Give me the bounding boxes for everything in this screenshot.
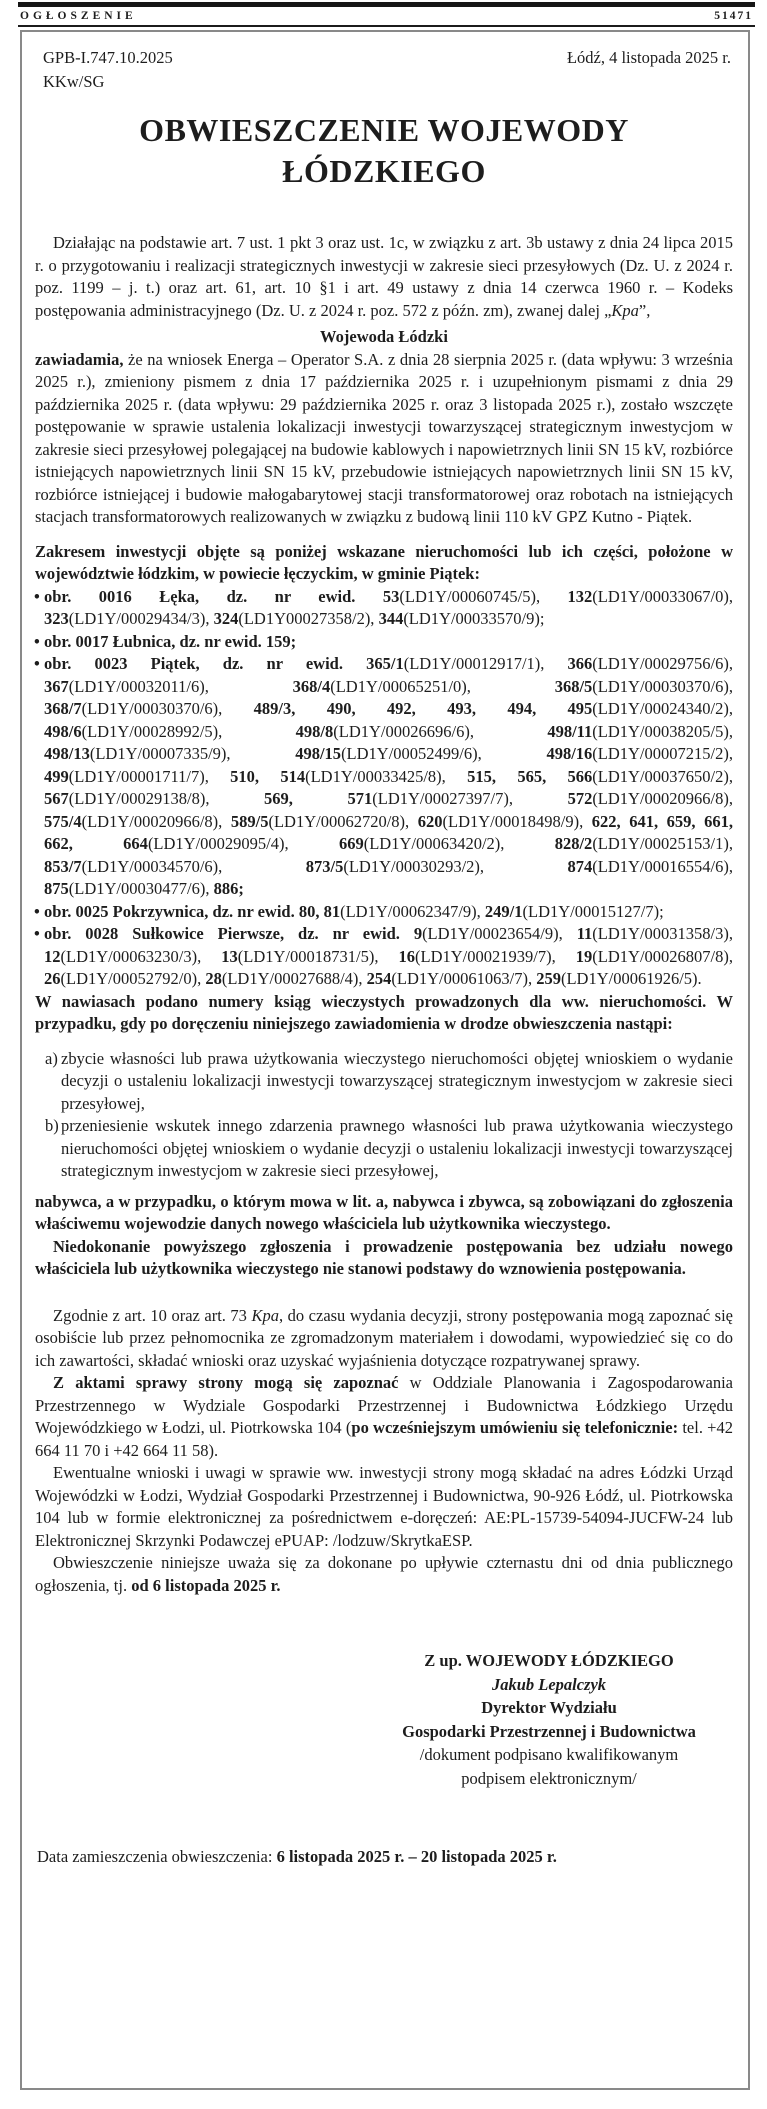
notification-paragraph: zawiadamia, że na wniosek Energa – Operator S.A. z dnia 28 sierpnia 2025 r. (data wpływu: 3 września 2025 r.), zmieniony pismem z dnia 17 października 2025 r. i uzupełnionym pismami z dnia 29 października 2025 r. (data wpływu: 29 października 2025 r. oraz 3 listopada 2025 r.), zostało wszczęte postępowanie w sprawie ustalenia lokalizacji inwestycji towarzyszącej strategicznym inwestycjom w zakresie sieci przesyłowej polegającej na budowie kablowych i napowietrznych linii SN 15 kV, rozbiórce istniejących napowietrznych linii SN 15 kV, przebudowie istniejących napowietrznych linii SN 15 kV, rozbiórce istniejącej i budowie małogabarytowej stacji transformatorowej oraz robotach na istniejących stacjach transformatorowych realizowanych w związku z budową linii 110 kV GPZ Kutno - Piątek. [35, 349, 733, 526]
signatory-name: Jakub Lepalczyk [491, 1674, 607, 1694]
non-notification-paragraph: Niedokonanie powyższego zgłoszenia i prowadzenie postępowania bez udziału nowego właściciela lub użytkownika wieczystego nie stanowi podstawy do wznowienia postępowania. [35, 1236, 733, 1278]
case-marker-a: a) [45, 1048, 58, 1068]
document-title-line1: OBWIESZCZENIE WOJEWODY [139, 112, 629, 148]
legal-basis-paragraph: Działając na podstawie art. 7 ust. 1 pkt 3 oraz ust. 1c, w związku z art. 3b ustawy z dnia 24 lipca 2015 r. o przygotowaniu i realizacji strategicznych inwestycji w zakresie sieci przesyłowych (Dz. U. z 2024 r. poz. 1199 – j. t.) oraz art. 61, art. 10 §1 i art. 49 ustawy z dnia 14 czerwca 1960 r. – Kodeks postępowania administracyjnego (Dz. U. z 2024 r. poz. 572 z późn. zm), zwanej dalej „Kpa”, [35, 233, 733, 320]
gazette-section-label: OGŁOSZENIE [20, 10, 137, 22]
signature-block [369, 1649, 729, 1790]
document-title-line2: ŁÓDZKIEGO [282, 153, 486, 189]
gazette-masthead [18, 2, 755, 27]
masthead-row [18, 7, 755, 27]
electronic-signature-note-line1: /dokument podpisano kwalifikowanym [419, 1745, 679, 1764]
bullet-marker: • [34, 631, 40, 651]
parcel-item-sulkowice [35, 923, 733, 991]
parcel-item-text: obr. 0028 Sułkowice Pierwsze, dz. nr ewid. 9(LD1Y/00023654/9), 11(LD1Y/00031358/3), 12(LD1Y/00063230/3), 13(LD1Y/00018731/5), 16(LD1Y/00021939/7), 19(LD1Y/00026807/8), 26(LD1Y/00052792/0), 28(LD1Y/00027688/4), 254(LD1Y/00061063/7), 259(LD1Y/00061926/5). [44, 924, 733, 988]
parcel-item-text: obr. 0016 Łęka, dz. nr ewid. 53(LD1Y/00060745/5), 132(LD1Y/00033067/0), 323(LD1Y/00029434/3), 324(LD1Y00027358/2), 344(LD1Y/00033570/9); [44, 586, 733, 628]
transfer-cases-list [35, 1048, 733, 1183]
signatory-department: Gospodarki Przestrzennej i Budownictwa [402, 1721, 696, 1741]
investment-scope-heading: Zakresem inwestycji objęte są poniżej wskazane nieruchomości lub ich części, położone w województwie łódzkim, w powiecie łęczyckim, w gminie Piątek: [35, 541, 733, 583]
parcel-item-pokrzywnica [35, 901, 733, 924]
parcel-item-text: obr. 0025 Pokrzywnica, dz. nr ewid. 80, 81(LD1Y/00062347/9), 249/1(LD1Y/00015127/7); [44, 901, 664, 921]
case-files-paragraph: Z aktami sprawy strony mogą się zapoznać w Oddziale Planowania i Zagospodarowania Przestrzennego w Wydziale Gospodarki Przestrzennej i Budownictwa Łódzkiego Urzędu Wojewódzkiego w Łodzi, ul. Piotrkowska 104 (po wcześniejszym umówieniu się telefonicznie: tel. +42 664 11 70 i +42 664 11 58). [35, 1373, 733, 1460]
buyer-obligation-paragraph: nabywca, a w przypadku, o którym mowa w lit. a, nabywca i zbywca, są zobowiązani do zgłoszenia właściwemu wojewodzie danych nowego właściciela lub użytkownika wieczystego. [35, 1191, 733, 1233]
gazette-page [0, 2, 767, 2109]
reference-block [43, 46, 173, 94]
reference-row [35, 46, 733, 94]
bullet-marker: • [34, 586, 40, 606]
case-number: GPB-I.747.10.2025 [43, 48, 173, 67]
parcel-list [35, 586, 733, 991]
gazette-page-number: 51471 [714, 10, 753, 22]
effective-date-paragraph: Obwieszczenie niniejsze uważa się za dokonane po upływie czternastu dni od dnia publicznego ogłoszenia, tj. od 6 listopada 2025 r. [35, 1553, 733, 1595]
case-text-b: przeniesienie wskutek innego zdarzenia prawnego własności lub prawa użytkowania wieczystego nieruchomości objętej wnioskiem o wydanie decyzji o ustaleniu lokalizacji inwestycji towarzyszącej strategicznym inwestycjom w zakresie sieci przesyłowej, [61, 1116, 733, 1180]
parcel-item-leka [35, 586, 733, 631]
issuing-authority: Wojewoda Łódzki [320, 327, 448, 346]
land-register-note: W nawiasach podano numery ksiąg wieczystych prowadzonych dla ww. nieruchomości. W przypadku, gdy po doręczeniu niniejszego zawiadomienia w drodze obwieszczenia nastąpi: [35, 991, 733, 1033]
case-text-a: zbycie własności lub prawa użytkowania wieczystego nieruchomości objętej wnioskiem o wydanie decyzji o ustaleniu lokalizacji inwestycji towarzyszącej strategicznym inwestycjom w zakresie sieci przesyłowej, [61, 1048, 733, 1113]
parcel-item-piatek [35, 653, 733, 901]
publication-period: Data zamieszczenia obwieszczenia: 6 listopada 2025 r. – 20 listopada 2025 r. [37, 1847, 557, 1866]
bullet-marker: • [34, 924, 40, 943]
transfer-case-a [35, 1048, 733, 1116]
signature-authorization: Z up. WOJEWODY ŁÓDZKIEGO [424, 1651, 674, 1670]
bullet-marker: • [34, 901, 40, 921]
case-marker-b: b) [45, 1116, 59, 1135]
parcel-item-lubnica [35, 631, 733, 654]
clerk-initials: KKw/SG [43, 72, 105, 91]
announcement-frame [20, 30, 750, 2090]
signatory-title: Dyrektor Wydziału [481, 1698, 617, 1717]
bullet-marker: • [34, 654, 40, 673]
parcel-item-text: obr. 0023 Piątek, dz. nr ewid. 365/1(LD1Y/00012917/1), 366(LD1Y/00029756/6), 367(LD1Y/00032011/6), 368/4(LD1Y/00065251/0), 368/5(LD1Y/00030370/6), 368/7(LD1Y/00030370/6), 489/3, 490, 492, 493, 494, 495(LD1Y/00024340/2), 498/6(LD1Y/00028992/5), 498/8(LD1Y/00026696/6), 498/11(LD1Y/00038205/5), 498/13(LD1Y/00007335/9), 498/15(LD1Y/00052499/6), 498/16(LD1Y/00007215/2), 499(LD1Y/00001711/7), 510, 514(LD1Y/00033425/8), 515, 565, 566(LD1Y/00037650/2), 567(LD1Y/00029138/8), 569, 571(LD1Y/00027397/7), 572(LD1Y/00020966/8), 575/4(LD1Y/00020966/8), 589/5(LD1Y/00062720/8), 620(LD1Y/00018498/9), 622, 641, 659, 661, 662, 664(LD1Y/00029095/4), 669(LD1Y/00063420/2), 828/2(LD1Y/00025153/1), 853/7(LD1Y/00034570/6), 873/5(LD1Y/00030293/2), 874(LD1Y/00016554/6), 875(LD1Y/00030477/6), 886; [44, 654, 734, 898]
kpa-rights-paragraph: Zgodnie z art. 10 oraz art. 73 Kpa, do czasu wydania decyzji, strony postępowania mogą zapoznać się osobiście lub przez pełnomocnika ze zgromadzonym materiałem i dowodami, wypowiedzieć się co do ich zawartości, składać wnioski oraz uzyskać wyjaśnienia dotyczące rozpatrywanej sprawy. [35, 1305, 733, 1370]
document-title [35, 110, 733, 192]
parcel-item-text: obr. 0017 Łubnica, dz. nr ewid. 159; [44, 631, 297, 651]
submissions-paragraph: Ewentualne wnioski i uwagi w sprawie ww. inwestycji strony mogą składać na adres Łódzki Urząd Wojewódzki w Łodzi, Wydział Gospodarki Przestrzennej i Budownictwa, 90-926 Łódź, ul. Piotrkowska 104 lub w formie elektronicznej za pośrednictwem e-doręczeń: AE:PL-15739-54094-JUCFW-24 lub Elektronicznej Skrzynki Podawczej ePUAP: /lodzuw/SkrytkaESP. [35, 1463, 733, 1550]
transfer-case-b [35, 1115, 733, 1183]
place-date: Łódź, 4 listopada 2025 r. [566, 48, 731, 67]
electronic-signature-note-line2: podpisem elektronicznym/ [461, 1768, 637, 1788]
